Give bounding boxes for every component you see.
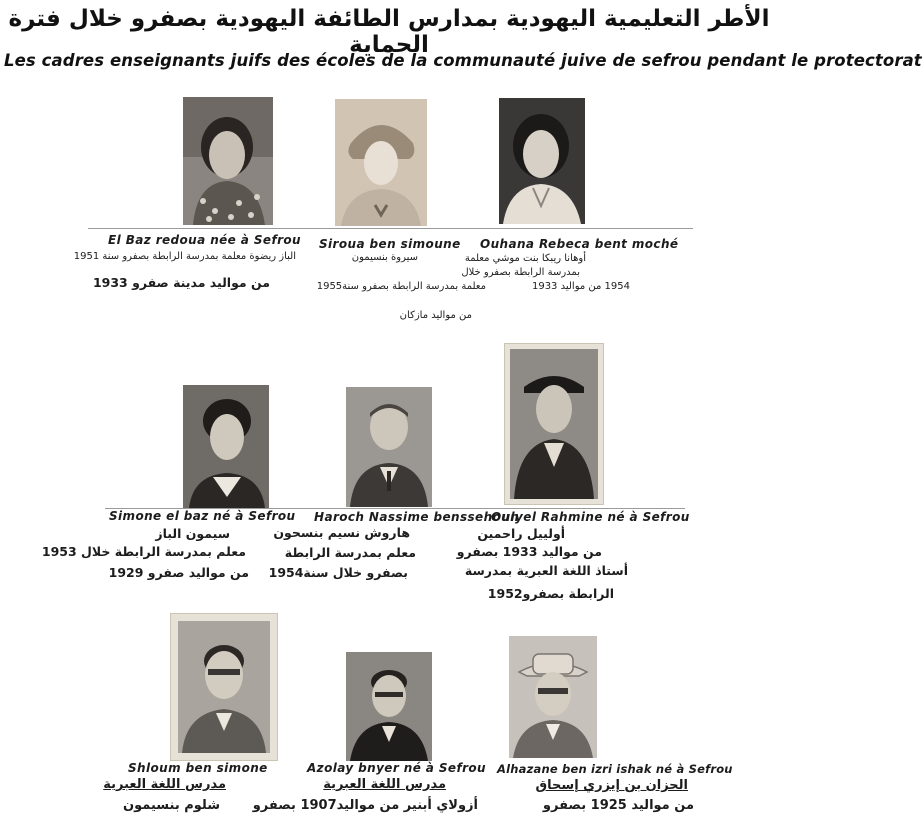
teacher-detail: الرابطة بصفرو1952 <box>487 586 614 601</box>
teacher-name: El Baz redoua née à Sefrou <box>108 233 301 247</box>
teacher-detail: معلم بمدرسة الرابطة خلال 1953 <box>41 544 246 559</box>
teacher-name: Shloum ben simone <box>128 761 268 775</box>
teacher-detail: معلم بمدرسة الرابطة <box>284 545 416 560</box>
teacher-detail: من مواليد مدينة صفرو 1933 <box>92 275 270 290</box>
teacher-detail: شلوم بنسيمون <box>123 798 220 813</box>
teacher-name: Siroua ben simoune <box>319 237 461 251</box>
teacher-photo <box>335 99 427 226</box>
teacher-detail: أزولاي أبنير من مواليد1907 بصفرو <box>252 798 478 813</box>
teacher-detail: سيمون الباز <box>155 526 230 541</box>
teacher-name: Haroch Nassime benssehoun <box>314 510 520 524</box>
teacher-detail: الباز ريضوة معلمة بمدرسة الرابطة بصفرو سنة 1951 <box>73 251 296 262</box>
teacher-name: Alhazane ben izri ishak né à Sefrou <box>497 762 733 776</box>
teacher-detail: أستاذ اللغة العبرية بمدرسة <box>464 563 628 578</box>
teacher-detail: من مواليد مازكان <box>399 310 472 321</box>
teacher-name: Simone el baz né à Sefrou <box>109 509 296 523</box>
teacher-photo <box>346 387 432 507</box>
teacher-detail: أوهانا ريبكا بنت موشي معلمة <box>464 253 586 264</box>
teacher-detail: هاروش نسيم بنسحون <box>273 525 410 540</box>
teacher-detail: بصفرو خلال سنة1954 <box>268 565 408 580</box>
row-divider <box>88 228 693 229</box>
teacher-photo <box>183 97 273 225</box>
teacher-photo <box>509 636 597 758</box>
teacher-detail: مدرس اللغة العبرية <box>323 777 446 792</box>
teacher-photo <box>183 385 269 508</box>
teacher-photo <box>499 98 585 224</box>
teacher-detail: من مواليد صفرو 1929 <box>108 565 249 580</box>
teacher-detail: معلمة بمدرسة الرابطة بصفرو سنة1955 <box>316 281 486 292</box>
teacher-detail: 1954 من مواليد 1933 <box>531 281 630 292</box>
teacher-detail: من مواليد 1933 بصفرو <box>456 544 602 559</box>
page-title-french: Les cadres enseignants juifs des écoles de la communauté juive de sefrou pendant le protectorat <box>4 51 922 70</box>
teacher-photo <box>504 343 604 505</box>
teacher-detail: بمدرسة الرابطة بصفرو خلال <box>461 267 580 278</box>
row-divider <box>105 508 685 509</box>
teacher-detail: أولييل راحمين <box>477 526 565 541</box>
teacher-name: Azolay bnyer né à Sefrou <box>307 761 486 775</box>
page-title-arabic: الأطر التعليمية اليهودية بمدارس الطائفة اليهودية بصفرو خلال فترة الحماية <box>8 6 770 58</box>
teacher-name: Ouhana Rebeca bent moché <box>480 237 679 251</box>
teacher-detail: سيروة بنسيمون <box>351 252 418 263</box>
teacher-photo <box>346 652 432 761</box>
teacher-detail: الحزان بن إيزري إسحاق <box>535 778 688 793</box>
teacher-photo <box>170 613 278 761</box>
teacher-detail: مدرس اللغة العبرية <box>103 777 226 792</box>
teacher-detail: من مواليد 1925 بصفرو <box>542 798 694 813</box>
teacher-name: Oulyel Rahmine né à Sefrou <box>491 510 690 524</box>
